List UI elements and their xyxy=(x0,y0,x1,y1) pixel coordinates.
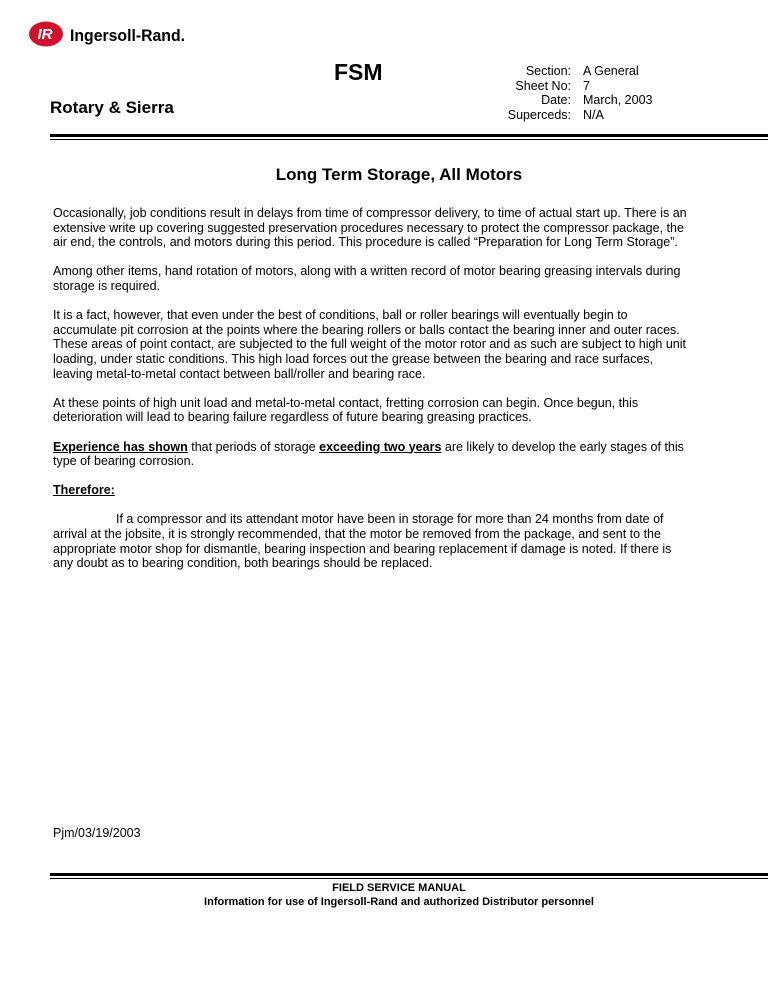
meta-label: Sheet No: xyxy=(515,78,571,93)
ingersoll-rand-logo xyxy=(28,19,188,51)
product-line: Rotary & Sierra xyxy=(50,98,174,117)
paragraph: At these points of high unit load and metal-to-metal contact, fretting corrosion can begin. Once begun, this deterioration will lead to bearing failure regardless of future bearing greasing practices. xyxy=(53,395,639,425)
text-run: are likely to develop the early stages of this type of bearing corrosion. xyxy=(53,439,684,469)
meta-value: 7 xyxy=(583,78,590,93)
meta-row-date xyxy=(480,93,652,108)
text-run: that periods of storage xyxy=(187,439,320,454)
therefore-heading xyxy=(53,483,693,498)
paragraph: It is a fact, however, that even under the best of conditions, ball or roller bearings will eventually begin to accumulate pit corrosion at the points where the bearing rollers or balls contact the bearing inner and outer races. These areas of point contact, are subjected to the full weight of the motor rotor and as such are subject to high unit loading, under static conditions. This high load forces out the grease between the bearing and race surfaces, leaving metal-to-metal contact between ball/roller and bearing race. xyxy=(53,308,687,381)
paragraph-recommendation: If a compressor and its attendant motor have been in storage for more than 24 months from date of arrival at the jobsite, it is strongly recommended, that the motor be removed from the package, and sent to the appropriate motor shop for dismantle, bearing inspection and bearing replacement if damage is noted. If there is any doubt as to bearing condition, both bearings should be replaced. xyxy=(53,512,672,571)
footer-divider-thick xyxy=(50,873,768,876)
paragraph-experience xyxy=(53,440,693,469)
footer-title: FIELD SERVICE MANUAL xyxy=(332,882,466,894)
emphasis-experience: Experience has shown xyxy=(53,439,188,454)
logo-mark: IR xyxy=(37,26,53,43)
document-meta xyxy=(480,64,652,122)
signature-date: Pjm/03/19/2003 xyxy=(53,826,141,840)
meta-label: Date: xyxy=(541,93,571,107)
logo-wordmark: Ingersoll-Rand. xyxy=(70,26,185,45)
emphasis-two-years: exceeding two years xyxy=(319,439,442,454)
header-divider-thin xyxy=(50,139,768,140)
meta-row-supersedes xyxy=(480,108,652,123)
paragraph: Among other items, hand rotation of motors, along with a written record of motor bearing greasing intervals during storage is required. xyxy=(53,264,681,293)
meta-label: Section: xyxy=(525,64,571,78)
meta-row-sheet xyxy=(480,79,652,94)
doc-code: FSM xyxy=(334,59,383,85)
footer-note: Information for use of Ingersoll-Rand and authorized Distributor personnel xyxy=(204,895,594,908)
meta-value: A General xyxy=(583,64,639,78)
meta-value: March, 2003 xyxy=(583,93,653,107)
header-divider-thick xyxy=(50,134,768,137)
footer-divider-thin xyxy=(50,878,768,879)
paragraph: Occasionally, job conditions result in delays from time of compressor delivery, to time of actual start up. There is an extensive write up covering suggested preservation procedures necessary to protect the compressor package, the air end, the controls, and motors during this period. This procedure is called “Preparation for Long Term Storage”. xyxy=(53,206,687,250)
meta-row-section xyxy=(480,64,652,79)
meta-label: Superceds: xyxy=(507,107,571,122)
page-title: Long Term Storage, All Motors xyxy=(275,165,523,184)
document-body xyxy=(53,206,693,585)
therefore-label: Therefore: xyxy=(53,483,115,498)
page-footer xyxy=(0,882,768,909)
meta-value: N/A xyxy=(583,107,604,122)
